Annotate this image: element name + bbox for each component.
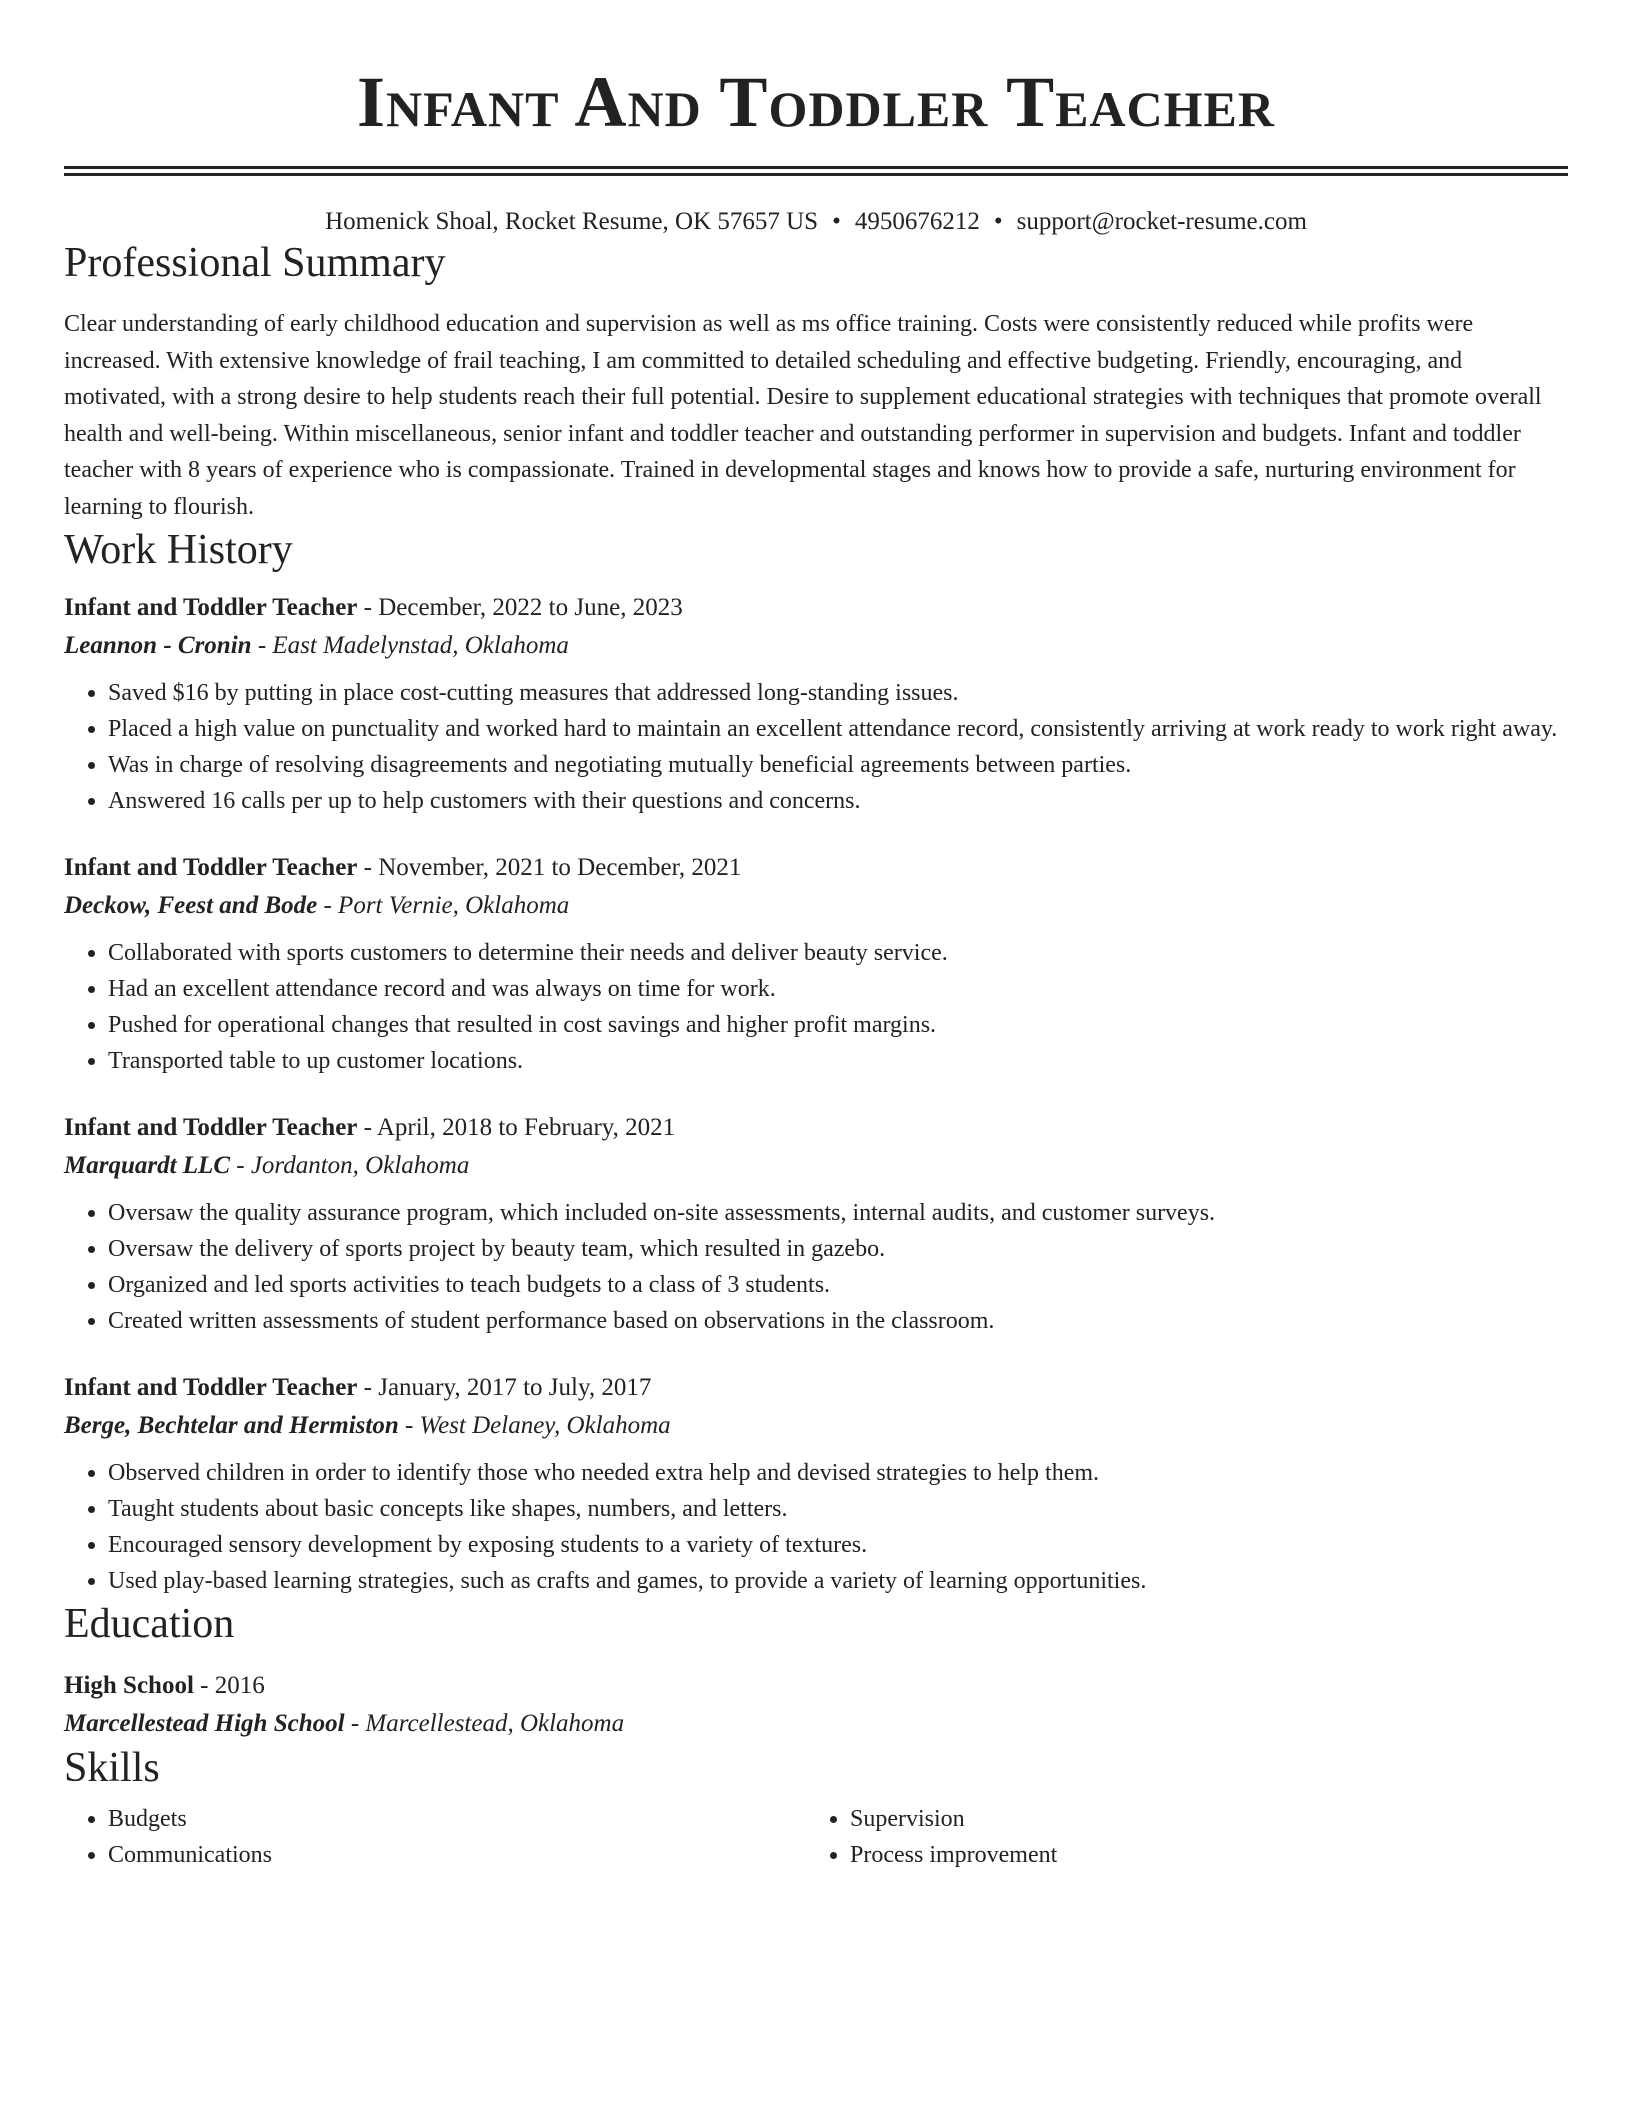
job-bullet: • Transported table to up customer locations. bbox=[108, 1043, 1568, 1079]
job-position: Infant and Toddler Teacher bbox=[64, 594, 358, 621]
job-location: - West Delaney, Oklahoma bbox=[398, 1412, 671, 1439]
job-bullet: • Oversaw the quality assurance program, which included on-site assessments, internal audits, and customer surveys. bbox=[108, 1195, 1568, 1231]
education-year: - 2016 bbox=[193, 1672, 265, 1699]
job-bullet: • Organized and led sports activities to teach budgets to a class of 3 students. bbox=[108, 1267, 1568, 1303]
job-company: Marquardt LLC bbox=[64, 1152, 231, 1179]
job-location: - East Madelynstad, Oklahoma bbox=[251, 632, 569, 659]
skills-heading: Skills bbox=[64, 1745, 160, 1791]
contact-email: support@rocket-resume.com bbox=[1016, 208, 1307, 235]
skills-list bbox=[64, 1801, 1568, 1873]
job-title-line bbox=[64, 589, 1568, 627]
job-bullet: • Had an excellent attendance record and was always on time for work. bbox=[108, 971, 1568, 1007]
job-company-line bbox=[64, 887, 1568, 925]
job-dates: - April, 2018 to February, 2021 bbox=[357, 1114, 676, 1141]
job-location: - Port Vernie, Oklahoma bbox=[317, 892, 570, 919]
education-entry bbox=[64, 1667, 1568, 1743]
job-bullets bbox=[64, 935, 1568, 1079]
contact-separator: • bbox=[832, 208, 841, 235]
job-company: Deckow, Feest and Bode bbox=[64, 892, 318, 919]
job-company: Berge, Bechtelar and Hermiston bbox=[64, 1412, 399, 1439]
job-bullet: • Saved $16 by putting in place cost-cutting measures that addressed long-standing issues. bbox=[108, 675, 1568, 711]
work-history-heading: Work History bbox=[64, 527, 293, 573]
skills-column-left bbox=[64, 1801, 806, 1873]
job-title-line bbox=[64, 1369, 1568, 1407]
job-bullets bbox=[64, 1455, 1568, 1599]
contact-line bbox=[64, 206, 1568, 238]
skill-item: • Process improvement bbox=[850, 1837, 1548, 1873]
summary-text: Clear understanding of early childhood education and supervision as well as ms office training. Costs were consistently reduced while profits were increased. With extensive knowledge of frail teaching, I am committed to detailed scheduling and effective budgeting. Friendly, encouraging, and motivated, with a strong desire to help students reach their full potential. Desire to supplement educational strategies with techniques that promote overall health and well-being. Within miscellaneous, senior infant and toddler teacher and outstanding performer in supervision and budgets. Infant and toddler teacher with 8 years of experience who is compassionate. Trained in developmental stages and knows how to provide a safe, nurturing environment for learning to flourish. bbox=[64, 311, 1542, 520]
contact-address: Homenick Shoal, Rocket Resume, OK 57657 US bbox=[325, 208, 819, 235]
contact-phone: 4950676212 bbox=[854, 208, 980, 235]
job-entry bbox=[64, 1369, 1568, 1599]
header-divider bbox=[64, 166, 1568, 176]
job-company-line bbox=[64, 627, 1568, 665]
job-title-line bbox=[64, 1109, 1568, 1147]
job-position: Infant and Toddler Teacher bbox=[64, 1114, 358, 1141]
job-bullet: • Collaborated with sports customers to determine their needs and deliver beauty service. bbox=[108, 935, 1568, 971]
contact-separator: • bbox=[993, 208, 1003, 235]
job-bullets bbox=[64, 1195, 1568, 1339]
job-entry bbox=[64, 849, 1568, 1079]
job-location: - Jordanton, Oklahoma bbox=[230, 1152, 470, 1179]
education-heading: Education bbox=[64, 1601, 235, 1647]
skill-item: • Budgets bbox=[108, 1801, 806, 1837]
job-position: Infant and Toddler Teacher bbox=[64, 1374, 358, 1401]
job-company: Leannon - Cronin bbox=[64, 632, 252, 659]
job-entry bbox=[64, 589, 1568, 819]
job-bullet: • Was in charge of resolving disagreements and negotiating mutually beneficial agreements between parties. bbox=[108, 747, 1568, 783]
job-title-line bbox=[64, 849, 1568, 887]
job-entry bbox=[64, 1109, 1568, 1339]
education-location: - Marcellestead, Oklahoma bbox=[344, 1710, 625, 1737]
summary-heading: Professional Summary bbox=[64, 240, 446, 286]
education-school-line bbox=[64, 1705, 1568, 1743]
skill-item: • Supervision bbox=[850, 1801, 1548, 1837]
job-dates: - January, 2017 to July, 2017 bbox=[357, 1374, 652, 1401]
education-school: Marcellestead High School bbox=[64, 1710, 345, 1737]
job-bullet: • Placed a high value on punctuality and worked hard to maintain an excellent attendance record, consistently arriving at work ready to work right away. bbox=[108, 711, 1568, 747]
job-position: Infant and Toddler Teacher bbox=[64, 854, 358, 881]
job-bullet: • Observed children in order to identify those who needed extra help and devised strategies to help them. bbox=[108, 1455, 1568, 1491]
job-bullets bbox=[64, 675, 1568, 819]
job-bullet: • Answered 16 calls per up to help customers with their questions and concerns. bbox=[108, 783, 1568, 819]
job-bullet: • Oversaw the delivery of sports project by beauty team, which resulted in gazebo. bbox=[108, 1231, 1568, 1267]
job-bullet: • Taught students about basic concepts like shapes, numbers, and letters. bbox=[108, 1491, 1568, 1527]
resume-name: Infant And Toddler Teacher bbox=[356, 62, 1276, 142]
education-degree: High School bbox=[64, 1672, 194, 1699]
job-bullet: • Pushed for operational changes that resulted in cost savings and higher profit margins. bbox=[108, 1007, 1568, 1043]
job-company-line bbox=[64, 1407, 1568, 1445]
job-dates: - December, 2022 to June, 2023 bbox=[357, 594, 683, 621]
job-company-line bbox=[64, 1147, 1568, 1185]
job-bullet: • Encouraged sensory development by exposing students to a variety of textures. bbox=[108, 1527, 1568, 1563]
skill-item: • Communications bbox=[108, 1837, 806, 1873]
job-bullet: • Used play-based learning strategies, such as crafts and games, to provide a variety of learning opportunities. bbox=[108, 1563, 1568, 1599]
skills-column-right bbox=[806, 1801, 1548, 1873]
education-degree-line bbox=[64, 1667, 1568, 1705]
job-dates: - November, 2021 to December, 2021 bbox=[357, 854, 742, 881]
job-bullet: • Created written assessments of student performance based on observations in the classroom. bbox=[108, 1303, 1568, 1339]
